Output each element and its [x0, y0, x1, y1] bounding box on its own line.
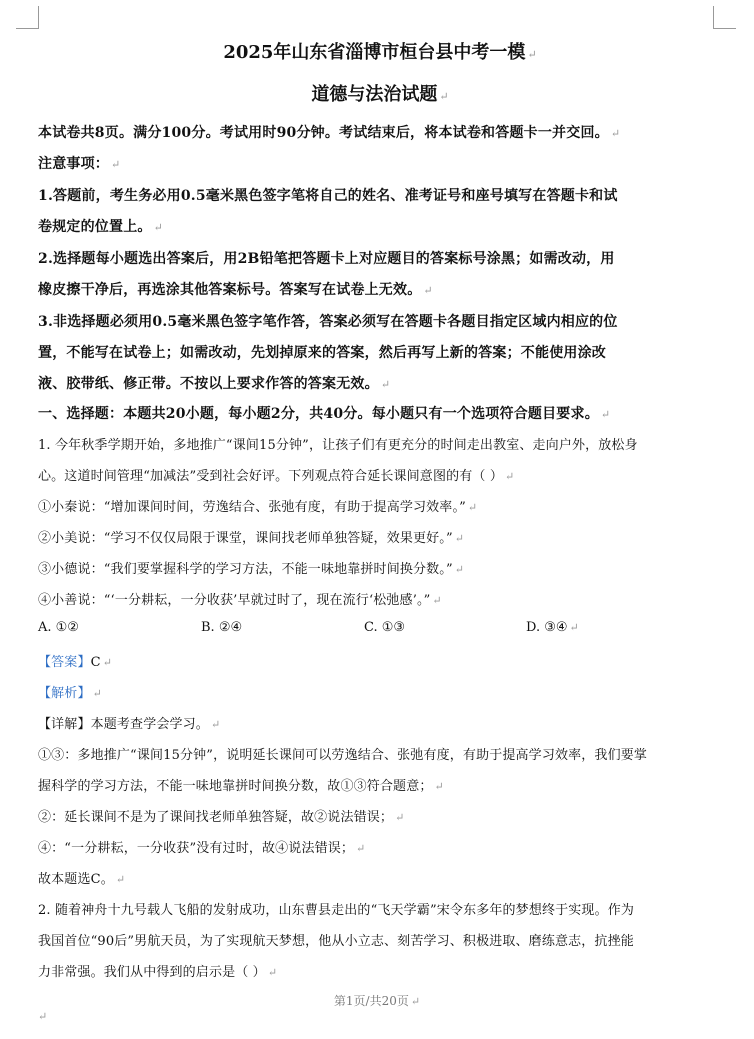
- detail-line: 【详解】本题考查学会学习。 ↵: [38, 717, 221, 732]
- page-footer: 第1页/共20页 ↵: [333, 994, 421, 1008]
- question-2-line-3: 力非常强。我们从中得到的启示是（ ） ↵: [38, 965, 278, 980]
- conclusion: 故本题选C。 ↵: [38, 872, 126, 887]
- option-a: A. ①②: [38, 620, 79, 635]
- question-1-stem-line-2: 心。这道时间管理“加减法”受到社会好评。下列观点符合延长课间意图的有（ ） ↵: [38, 469, 515, 484]
- question-1-statement-2: ②小美说：“学习不仅仅局限于课堂，课间找老师单独答疑，效果更好。” ↵: [38, 531, 465, 546]
- crop-mark-top-right: [713, 6, 736, 29]
- answer-value: C: [90, 655, 101, 670]
- answer-label: 【答案】: [38, 655, 91, 670]
- crop-mark-top-left: [16, 6, 39, 29]
- exam-info: 本试卷共8页。满分100分。考试用时90分钟。考试结束后，将本试卷和答题卡一并交回。 ↵: [38, 125, 621, 141]
- notice-2-line-1: 2.选择题每小题选出答案后，用2B铅笔把答题卡上对应题目的答案标号涂黑；如需改动，用: [38, 251, 615, 267]
- notice-3-line-2: 置，不能写在试卷上；如需改动，先划掉原来的答案，然后再写上新的答案；不能使用涂改: [38, 345, 606, 361]
- notice-3-line-1: 3.非选择题必须用0.5毫米黑色签字笔作答，答案必须写在答题卡各题目指定区域内相应的位: [38, 314, 618, 330]
- explanation-1-line-1: ①③：多地推广“课间15分钟”，说明延长课间可以劳逸结合、张弛有度，有助于提高学习效率，我们要掌: [38, 748, 648, 763]
- section-heading: 一、选择题：本题共20小题，每小题2分，共40分。每小题只有一个选项符合题目要求。 ↵: [38, 406, 611, 422]
- question-1-statement-3: ③小德说：“我们要掌握科学的学习方法，不能一味地靠拼时间换分数。” ↵: [38, 562, 465, 577]
- question-2-line-1: 2. 随着神舟十九号载人飞船的发射成功，山东曹县走出的“飞天学霸”宋令东多年的梦想终于实现。作为: [38, 903, 635, 918]
- option-d: D. ③④ ↵: [526, 620, 579, 635]
- question-1-stem-line-1: 1. 今年秋季学期开始，多地推广“课间15分钟”，让孩子们有更充分的时间走出教室、走向户外，放松身: [38, 438, 638, 453]
- explanation-3: ④：“一分耕耘，一分收获”没有过时，故④说法错误； ↵: [38, 841, 366, 856]
- notice-heading: 注意事项： ↵: [38, 156, 121, 172]
- explanation-2: ②：延长课间不是为了课间找老师单独答疑，故②说法错误； ↵: [38, 810, 405, 825]
- exam-title: 2025年山东省淄博市桓台县中考一模 ↵: [223, 42, 537, 63]
- notice-2-line-2: 橡皮擦干净后，再选涂其他答案标号。答案写在试卷上无效。 ↵: [38, 282, 433, 298]
- notice-1-line-1: 1.答题前，考生务必用0.5毫米黑色签字笔将自己的姓名、准考证号和座号填写在答题卡和试: [38, 188, 618, 204]
- option-b: B. ②④: [201, 620, 243, 635]
- question-1-statement-4: ④小善说：“‘一分耕耘，一分收获’早就过时了，现在流行‘松弛感’。” ↵: [38, 593, 442, 608]
- question-2-line-2: 我国首位“90后”男航天员，为了实现航天梦想，他从小立志、刻苦学习、积极进取、磨练意志，抗挫能: [38, 934, 634, 949]
- answer-line: 【答案】C ↵: [38, 655, 113, 670]
- paragraph-mark: ↵: [38, 1010, 48, 1023]
- option-c: C. ①③: [364, 620, 406, 635]
- analysis-line: 【解析】 ↵: [38, 686, 102, 701]
- explanation-1-line-2: 握科学的学习方法，不能一味地靠拼时间换分数，故①③符合题意； ↵: [38, 779, 444, 794]
- notice-3-line-3: 液、胶带纸、修正带。不按以上要求作答的答案无效。 ↵: [38, 376, 391, 392]
- question-1-statement-1: ①小秦说：“增加课间时间，劳逸结合、张弛有度，有助于提高学习效率。” ↵: [38, 500, 478, 515]
- analysis-label: 【解析】: [38, 686, 91, 701]
- exam-subtitle: 道德与法治试题 ↵: [311, 84, 449, 105]
- notice-1-line-2: 卷规定的位置上。 ↵: [38, 219, 164, 235]
